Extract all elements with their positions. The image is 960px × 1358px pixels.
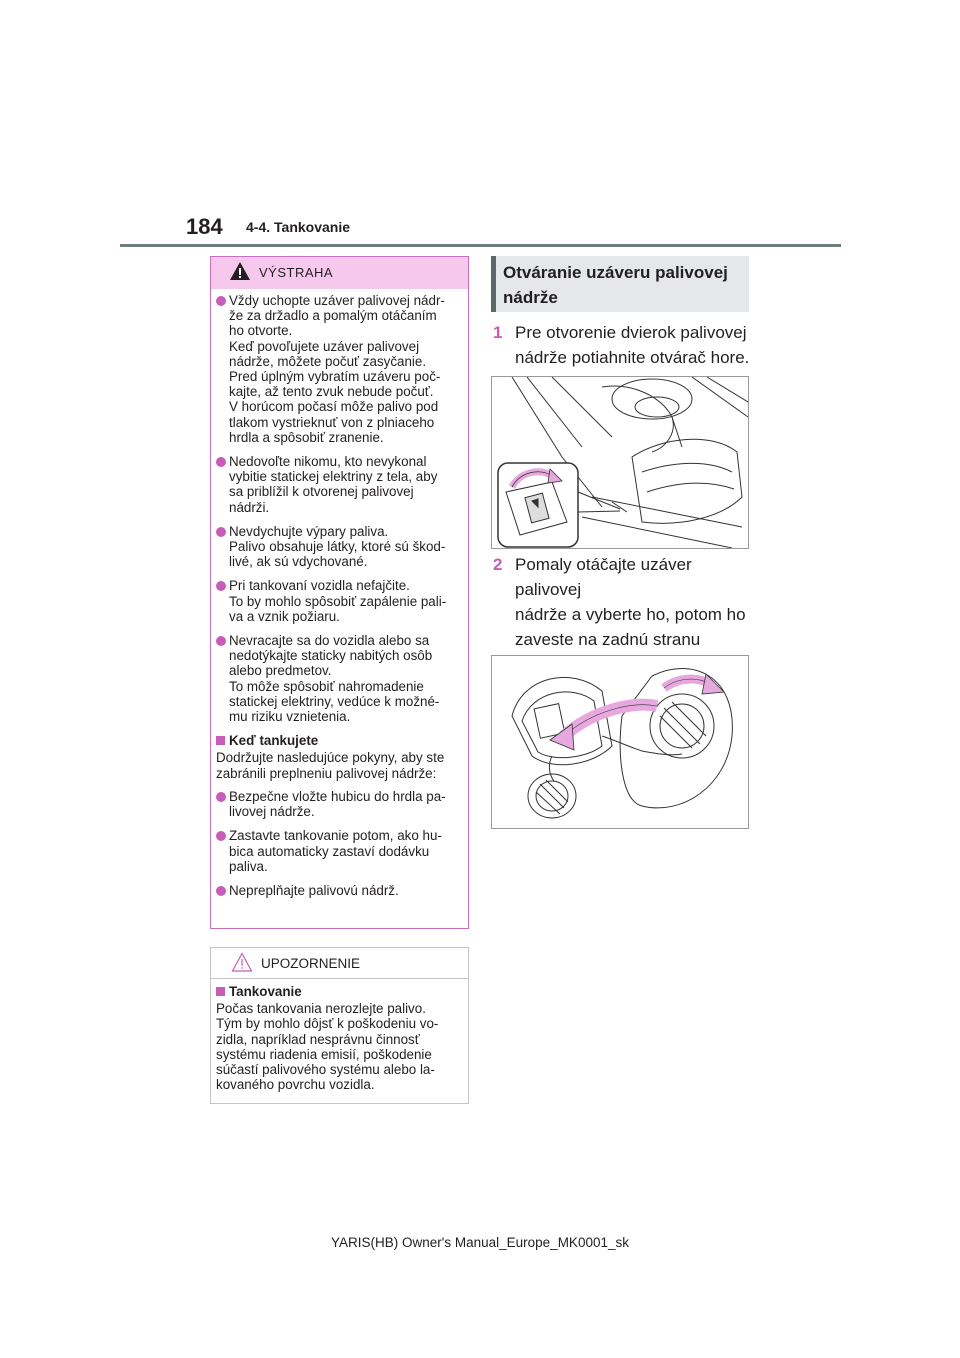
bullet-icon xyxy=(216,831,226,841)
fuel-cap-illustration xyxy=(491,655,749,829)
footer: YARIS(HB) Owner's Manual_Europe_MK0001_sk xyxy=(331,1235,629,1250)
warning-body xyxy=(211,289,468,898)
bullet-icon xyxy=(216,886,226,896)
warning-item: Pri tankovaní vozidla nefajčite. To by mohlo spôsobiť zapálenie pali- va a vznik požiaru. xyxy=(216,578,462,624)
square-bullet-icon xyxy=(216,736,225,745)
caution-box xyxy=(210,947,469,1104)
warning-box xyxy=(210,256,469,929)
fuel-cap-drawing xyxy=(492,656,748,828)
refuel-item: Zastavte tankovanie potom, ako hu- bica automaticky zastaví dodávku paliva. xyxy=(216,828,462,874)
warning-item: Nevdychujte výpary paliva. Palivo obsahuje látky, ktoré sú škod- livé, ak sú vdychované. xyxy=(216,524,462,570)
caution-header xyxy=(211,948,468,979)
step-number: 2 xyxy=(493,555,503,574)
section-title: 4-4. Tankovanie xyxy=(246,219,351,235)
fuel-opener-drawing xyxy=(492,377,748,548)
bullet-icon xyxy=(216,581,226,591)
bullet-icon xyxy=(216,792,226,802)
header-rule xyxy=(120,244,841,247)
warning-header xyxy=(211,257,468,289)
procedure-heading: Otváranie uzáveru palivovej nádrže xyxy=(491,256,749,312)
refuel-subsection-title: Keď tankujete xyxy=(216,733,462,748)
heading-bar xyxy=(491,256,496,312)
bullet-icon xyxy=(216,636,226,646)
caution-text: Počas tankovania nerozlejte palivo. Tým by mohlo dôjsť k poškodeniu vo- zidla, napríklad nesprávnu činnosť systému riadenia emisií, poškodenie súčastí palivového systému alebo la- kovaného povrchu vozidla. xyxy=(216,1001,439,1093)
square-bullet-icon xyxy=(216,987,225,996)
warning-item: Nedovoľte nikomu, kto nevykonal vybitie statickej elektriny z tela, aby sa priblížil k otvorenej palivovej nádrži. xyxy=(216,454,462,515)
caution-body xyxy=(211,979,468,1092)
caution-title: UPOZORNENIE xyxy=(261,956,361,971)
refuel-item: Bezpečne vložte hubicu do hrdla pa- livovej nádrže. xyxy=(216,789,462,819)
warning-item: Vždy uchopte uzáver palivovej nádr- že za držadlo a pomalým otáčaním ho otvorte. Keď povoľujete uzáver palivovej nádrže, môžete počuť zasyčanie. Pred úplným vybratím uzáveru poč- kajte, až tento zvuk nebude počuť. V horúcom počasí môže palivo pod tlakom vystrieknuť von z plniaceho hrdla a spôsobiť zranenie. xyxy=(216,293,462,445)
step-number: 1 xyxy=(493,323,503,342)
fuel-opener-illustration xyxy=(491,376,749,549)
bullet-icon xyxy=(216,457,226,467)
page-number: 184 xyxy=(186,214,223,239)
caution-triangle-icon xyxy=(231,952,253,972)
refuel-intro: Dodržujte nasledujúce pokyny, aby ste zabránili preplneniu palivovej nádrže: xyxy=(216,750,445,781)
caution-subsection-title: Tankovanie xyxy=(216,984,462,999)
step-text: Pre otvorenie dvierok palivovej nádrže potiahnite otvárač hore. xyxy=(515,323,750,367)
bullet-icon xyxy=(216,527,226,537)
warning-triangle-icon xyxy=(229,261,251,281)
refuel-item: Nepreplňajte palivovú nádrž. xyxy=(216,883,462,898)
warning-item: Nevracajte sa do vozidla alebo sa nedotýkajte staticky nabitých osôb alebo predmetov. To môže spôsobiť nahromadenie statickej elektriny, vedúce k možné- mu riziku vznietenia. xyxy=(216,633,462,724)
bullet-icon xyxy=(216,296,226,306)
warning-title: VÝSTRAHA xyxy=(259,265,334,280)
step-text: Pomaly otáčajte uzáver palivovej nádrže a vyberte ho, potom ho zaveste na zadnú stranu xyxy=(515,555,746,649)
